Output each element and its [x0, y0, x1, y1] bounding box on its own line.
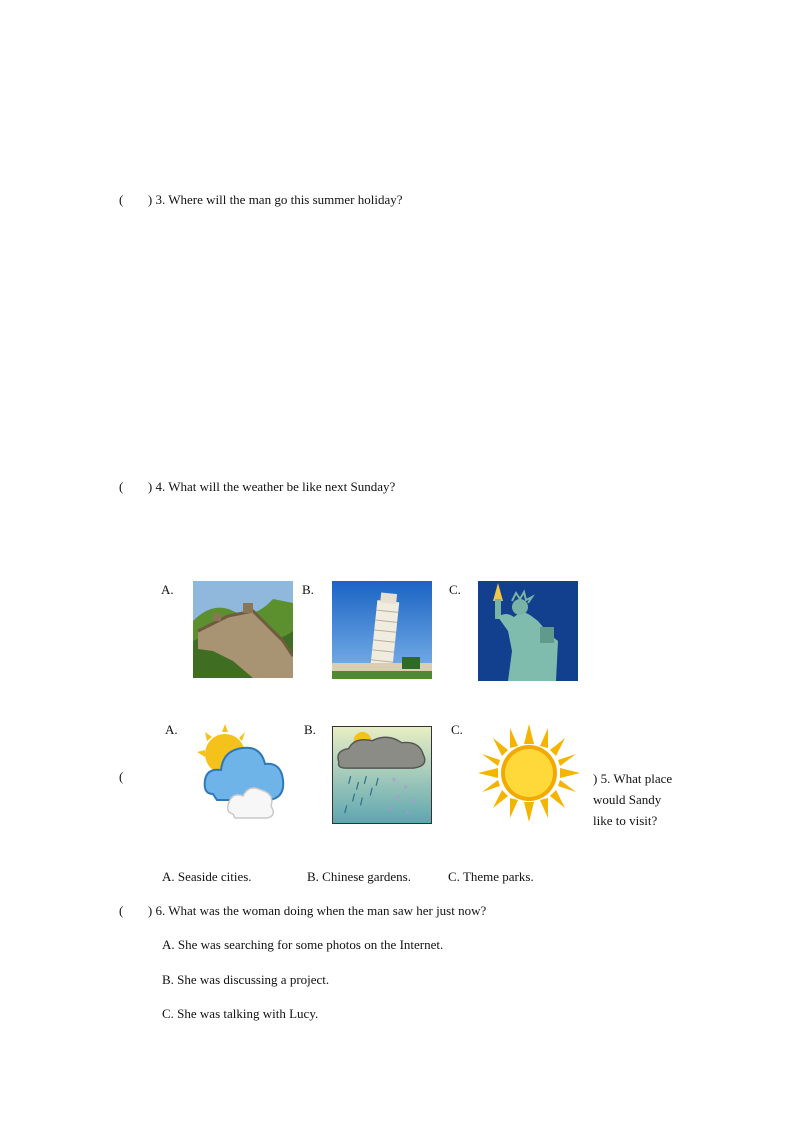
q3-paren-close: ) — [147, 192, 153, 207]
q5-option-b-letter: B. — [307, 869, 319, 884]
svg-text:*: * — [405, 810, 410, 821]
question-5 — [593, 768, 683, 831]
q3-option-a-letter: A. — [161, 582, 174, 597]
q3-text: 3. Where will the man go this summer holiday? — [155, 192, 403, 207]
leaning-tower-image — [332, 581, 432, 679]
q6-option-c-letter: C. — [162, 1006, 174, 1021]
q4-text: 4. What will the weather be like next Sunday? — [155, 479, 396, 494]
q3-paren-open: ( — [119, 192, 124, 207]
q6-paren-open: ( — [119, 903, 124, 918]
svg-text:*: * — [403, 784, 408, 795]
svg-text:*: * — [387, 806, 393, 817]
q5-option-b-text: Chinese gardens. — [322, 869, 411, 884]
q5-option-b[interactable] — [307, 869, 411, 885]
q3-option-c-letter: C. — [449, 582, 461, 597]
q6-option-a-text: She was searching for some photos on the Internet. — [177, 937, 444, 952]
q4-paren-close: ) — [147, 479, 153, 494]
question-6 — [119, 903, 486, 919]
sun-behind-cloud-image — [195, 724, 287, 820]
q4-option-c-letter: C. — [451, 722, 463, 737]
q4-option-a-letter: A. — [165, 722, 178, 737]
question-3 — [119, 192, 403, 208]
q5-answer-blank[interactable] — [128, 766, 188, 786]
svg-text:*: * — [391, 776, 397, 787]
q4-option-b-letter: B. — [304, 722, 316, 737]
great-wall-image — [193, 581, 293, 678]
rain-snow-cloud-image — [332, 726, 432, 824]
q5-text: 5. What place would Sandy like to visit? — [593, 771, 673, 828]
question-4 — [119, 479, 395, 495]
q6-option-a[interactable] — [162, 937, 443, 953]
q5-paren-open: ( — [119, 769, 124, 784]
sun-image — [478, 724, 580, 822]
q5-option-a[interactable] — [162, 869, 252, 885]
q5-option-c-text: Theme parks. — [462, 869, 534, 884]
svg-text:*: * — [395, 794, 401, 805]
q6-option-b-letter: B. — [162, 972, 174, 987]
q6-option-b-text: She was discussing a project. — [177, 972, 330, 987]
q5-option-c[interactable] — [448, 869, 534, 885]
q5-option-a-text: Seaside cities. — [177, 869, 252, 884]
q5-paren-close: ) — [593, 771, 598, 786]
q3-option-b-letter: B. — [302, 582, 314, 597]
svg-text:*: * — [411, 798, 416, 809]
statue-of-liberty-image — [478, 581, 578, 681]
q6-option-c-text: She was talking with Lucy. — [177, 1006, 319, 1021]
q6-paren-close: ) — [147, 903, 153, 918]
q5-option-c-letter: C. — [448, 869, 460, 884]
q6-option-a-letter: A. — [162, 937, 175, 952]
q6-text: 6. What was the woman doing when the man saw her just now? — [155, 903, 487, 918]
q5-option-a-letter: A. — [162, 869, 175, 884]
q6-option-c[interactable] — [162, 1006, 318, 1022]
q6-option-b[interactable] — [162, 972, 329, 988]
q4-paren-open: ( — [119, 479, 124, 494]
